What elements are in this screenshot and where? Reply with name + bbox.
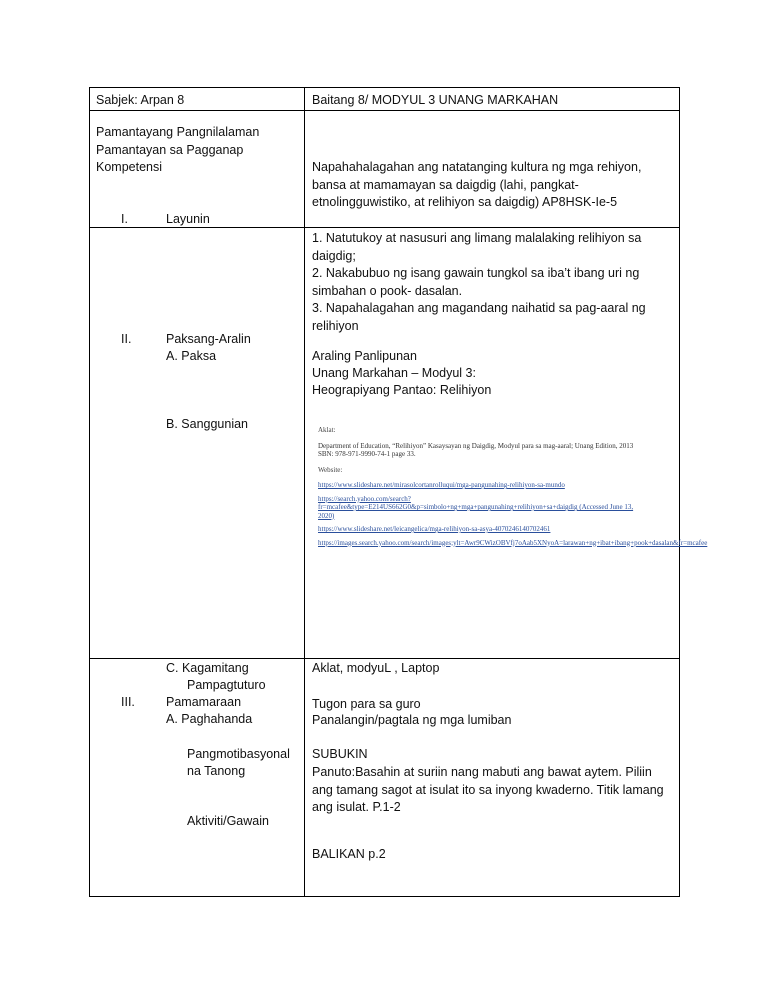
materials-label: C. Kagamitang (166, 661, 249, 675)
materials-text: Aklat, modyuL , Laptop (312, 661, 440, 675)
table-row-divider (89, 110, 680, 111)
teacher-note: Tugon para sa guro (312, 697, 421, 711)
topic-line: Unang Markahan – Modyul 3: (312, 366, 476, 380)
preparation-label: A. Paghahanda (166, 712, 253, 726)
competency-text: Napahahalagahan ang natatanging kultura ng mga rehiyon, bansa at mamamayan sa daigdig (lahi, pangkat-etnolingguwistiko, at relihiyon sa daigdig) AP8HSK-Ie-5 (312, 160, 642, 209)
book-heading: Aklat: (318, 426, 336, 434)
website-heading: Website: (318, 465, 343, 474)
activity-label: Aktiviti/Gawain (187, 814, 269, 828)
reference-image (318, 426, 708, 552)
book-citation: Department of Education, “Relihiyon” Kasaysayan ng Daigdig, Modyul para sa mag-aaral; Unang Edition, 2013 SBN: 978-971-9990-74-1 page 33. (318, 441, 634, 458)
competency-label: Kompetensi (96, 160, 163, 174)
balikan-text: BALIKAN p.2 (312, 847, 386, 861)
performance-standard-label: Pamantayan sa Pagganap (96, 143, 244, 157)
objectives-number: I. (121, 212, 128, 226)
objective-item: 1. Natutukoy at nasusuri ang limang malalaking relihiyon sa daigdig; (312, 231, 642, 263)
objective-item: 2. Nakabubuo ng isang gawain tungkol sa iba’t ibang uri ng simbahan o pook- dasalan. (312, 266, 640, 298)
motivation-label: na Tanong (187, 764, 246, 778)
reference-link[interactable]: https://search.yahoo.com/search?fr=mcafee&type=E214US662G0&p=simbolo+ng+mga+pangunahing+relihiyon+sa+daigdig (Accessed June 13, 2020) (318, 494, 634, 520)
table-column-divider (304, 87, 305, 897)
reference-link[interactable]: https://www.slideshare.net/mirasolcortanrolluqui/mga-pangunahing-relihiyon-sa-mundo (318, 481, 565, 489)
topic-line: Heograpiyang Pantao: Relihiyon (312, 383, 492, 397)
subject-matter-label: Paksang-Aralin (166, 332, 251, 346)
grade-module-label: Baitang 8/ MODYUL 3 UNANG MARKAHAN (312, 93, 559, 107)
subject-matter-number: II. (121, 332, 132, 346)
procedure-number: III. (121, 695, 135, 709)
topic-line: Araling Panlipunan (312, 349, 417, 363)
procedure-label: Pamamaraan (166, 695, 242, 709)
content-standard-label: Pamantayang Pangnilalaman (96, 125, 260, 139)
objectives-label: Layunin (166, 212, 210, 226)
reference-label: B. Sanggunian (166, 417, 249, 431)
objective-item: 3. Napahalagahan ang magandang naihatid sa pag-aaral ng relihiyon (312, 301, 646, 333)
subject-label: Sabjek: Arpan 8 (96, 93, 185, 107)
topic-label: A. Paksa (166, 349, 217, 363)
subukin-instructions: Panuto:Basahin at suriin nang mabuti ang bawat aytem. Piliin ang tamang sagot at isulat ito sa inyong kwaderno. Titik lamang ang isulat. P.1-2 (312, 765, 664, 814)
reference-link[interactable]: https://images.search.yahoo.com/search/images;ylt=Awr9CWizOBVfj7oAab5XNyoA=larawan+ng+ibat+ibang+pook+dasalan&fr=mcafee (318, 538, 708, 547)
preparation-text: Panalangin/pagtala ng mga lumiban (312, 713, 512, 727)
reference-link[interactable]: https://www.slideshare.net/leicangelica/mga-relihiyon-sa-asya-4070246140702461 (318, 525, 551, 533)
subukin-heading: SUBUKIN (312, 747, 368, 761)
table-row-divider (89, 658, 680, 659)
motivation-label: Pangmotibasyonal (187, 747, 290, 761)
materials-label: Pampagtuturo (187, 678, 266, 692)
